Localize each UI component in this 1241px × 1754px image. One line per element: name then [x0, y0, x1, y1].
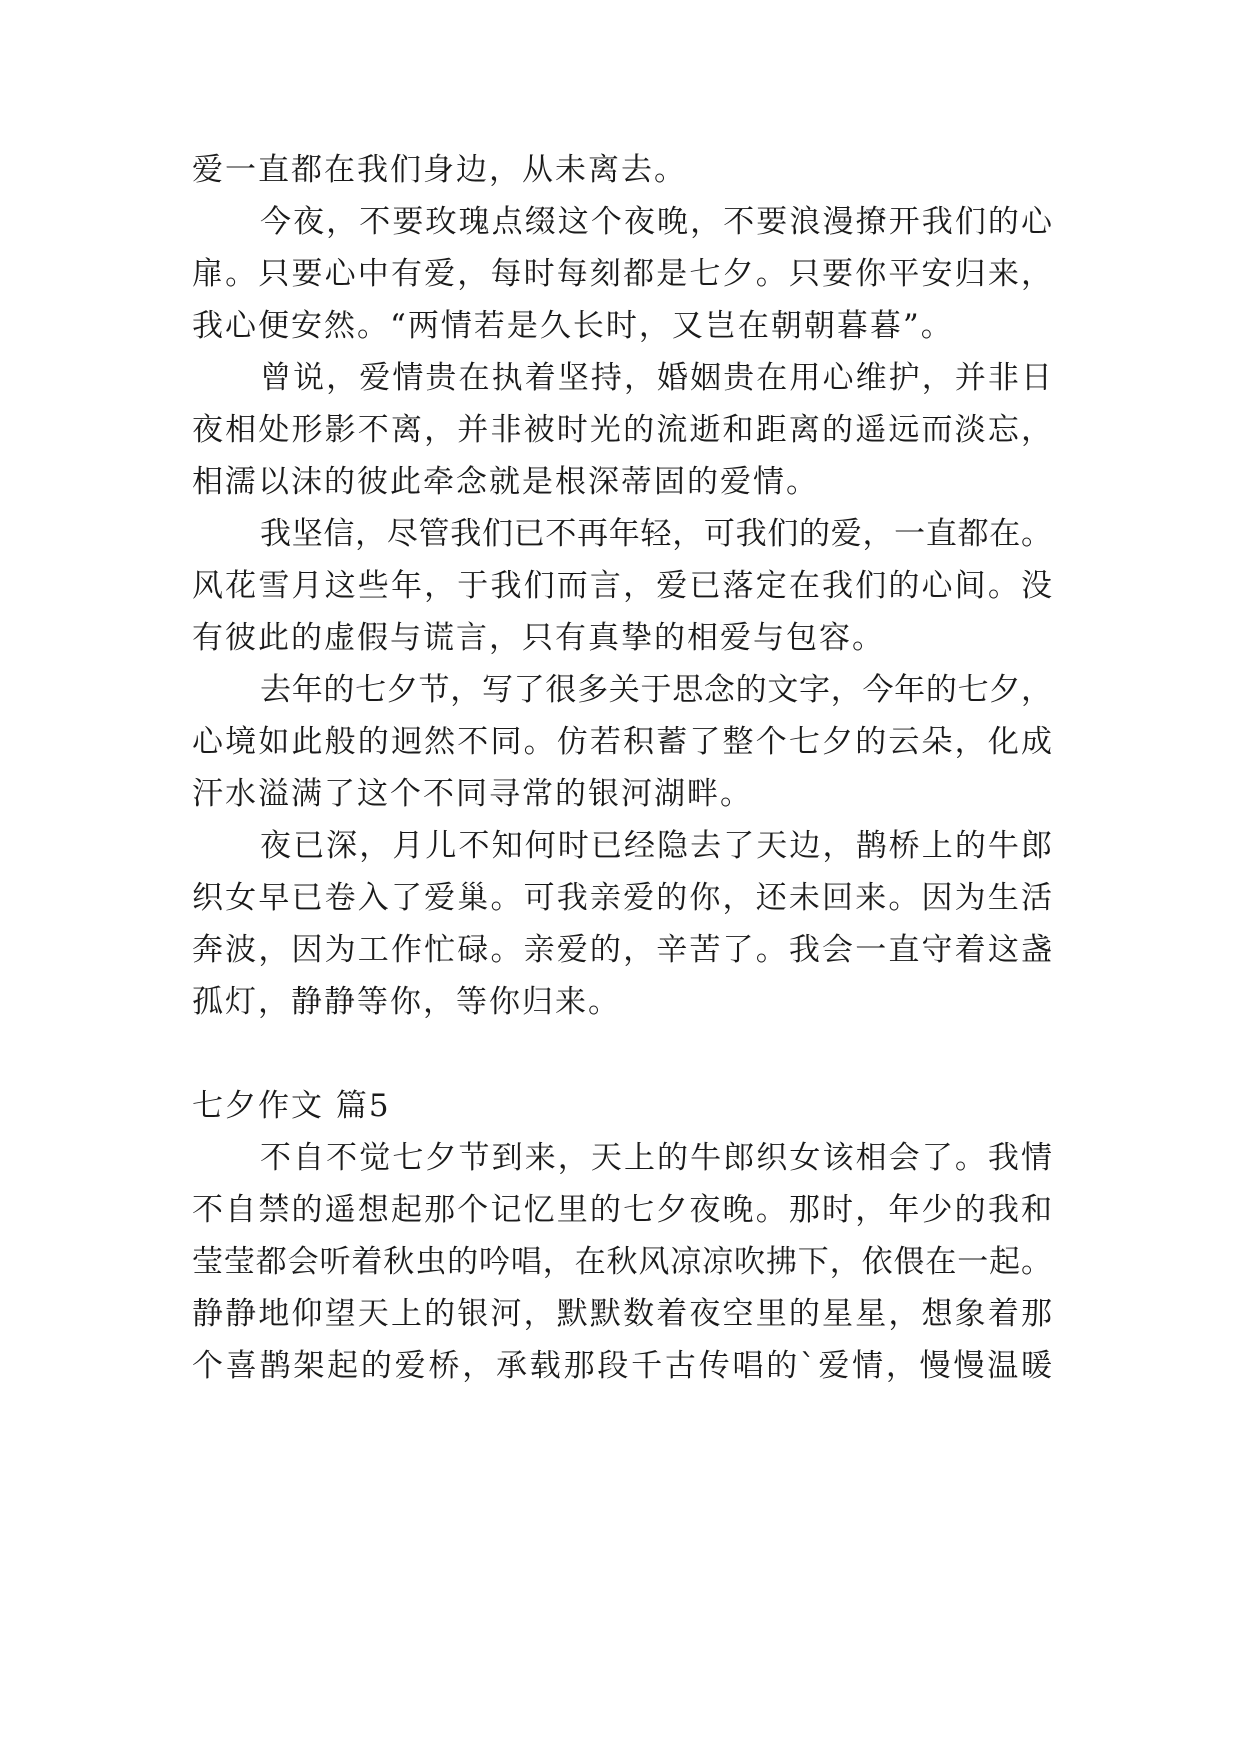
paragraph-line: 我心便安然。“两情若是久长时，又岂在朝朝暮暮”。 [192, 308, 954, 344]
paragraph-line: 奔波，因为工作忙碌。亲爱的，辛苦了。我会一直守着这盏 [192, 932, 1052, 968]
paragraph-line: 曾说，爱情贵在执着坚持，婚姻贵在用心维护，并非日 [260, 360, 1052, 396]
paragraph-line: 今夜，不要玫瑰点缀这个夜晚，不要浪漫撩开我们的心 [260, 204, 1052, 240]
paragraph-line: 不自不觉七夕节到来，天上的牛郎织女该相会了。我情 [260, 1140, 1052, 1176]
paragraph-line: 织女早已卷入了爱巢。可我亲爱的你，还未回来。因为生活 [192, 880, 1052, 916]
paragraph-line: 心境如此般的迥然不同。仿若积蓄了整个七夕的云朵，化成 [192, 724, 1052, 760]
paragraph-line: 个喜鹊架起的爱桥，承载那段千古传唱的`爱情，慢慢温暖 [192, 1348, 1052, 1384]
paragraph-line: 有彼此的虚假与谎言，只有真挚的相爱与包容。 [192, 620, 885, 656]
paragraph-line: 不自禁的遥想起那个记忆里的七夕夜晚。那时，年少的我和 [192, 1192, 1052, 1228]
paragraph-line: 汗水溢满了这个不同寻常的银河湖畔。 [192, 776, 753, 812]
paragraph-line: 去年的七夕节，写了很多关于思念的文字，今年的七夕， [260, 672, 1052, 708]
section-heading: 七夕作文 篇5 [192, 1088, 391, 1124]
paragraph-line: 风花雪月这些年，于我们而言，爱已落定在我们的心间。没 [192, 568, 1052, 604]
paragraph-line: 莹莹都会听着秋虫的吟唱，在秋风凉凉吹拂下，依偎在一起。 [192, 1244, 1052, 1280]
paragraph-line: 爱一直都在我们身边，从未离去。 [192, 152, 687, 188]
paragraph-line: 静静地仰望天上的银河，默默数着夜空里的星星，想象着那 [192, 1296, 1052, 1332]
paragraph-line: 我坚信，尽管我们已不再年轻，可我们的爱，一直都在。 [260, 516, 1052, 552]
paragraph-line: 孤灯，静静等你，等你归来。 [192, 984, 621, 1020]
paragraph-line: 扉。只要心中有爱，每时每刻都是七夕。只要你平安归来， [192, 256, 1052, 292]
paragraph-line: 相濡以沫的彼此牵念就是根深蒂固的爱情。 [192, 464, 819, 500]
paragraph-line: 夜已深，月儿不知何时已经隐去了天边，鹊桥上的牛郎 [260, 828, 1052, 864]
paragraph-line: 夜相处形影不离，并非被时光的流逝和距离的遥远而淡忘， [192, 412, 1052, 448]
